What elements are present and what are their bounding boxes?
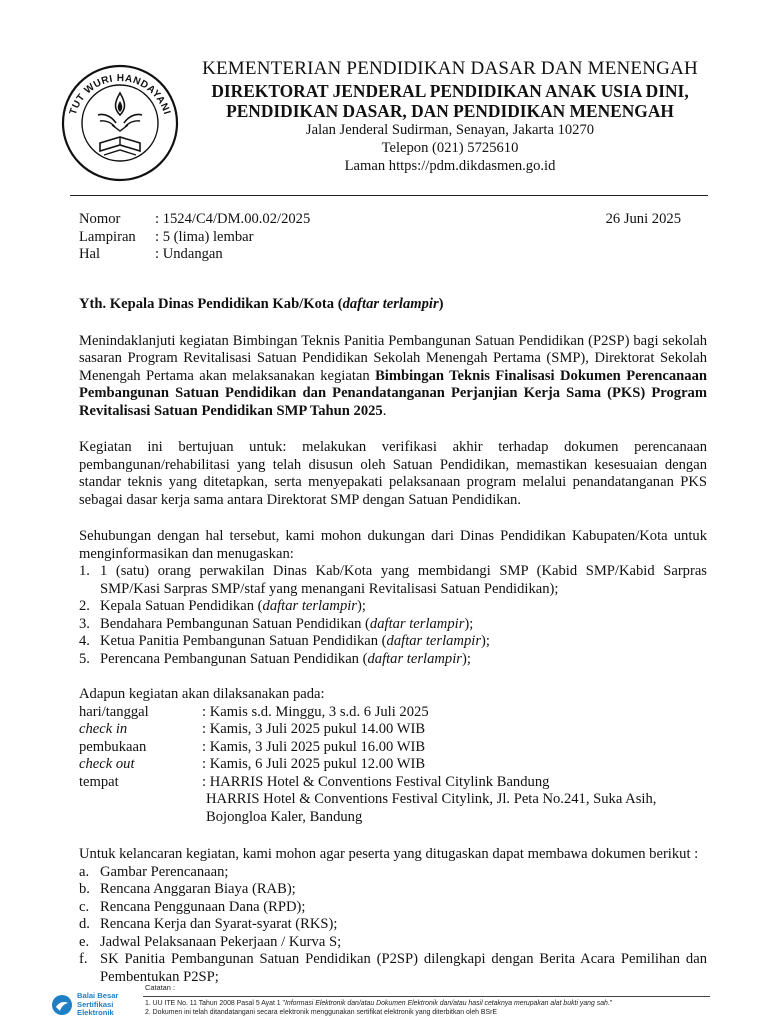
- addressee: [79, 296, 707, 314]
- addressee-text: Yth. Kepala Dinas Pendidikan Kab/Kota (: [79, 296, 343, 312]
- document-item: [79, 864, 707, 882]
- participant-italic: daftar terlampir: [367, 650, 462, 667]
- nomor-value: : 1524/C4/DM.00.02/2025: [155, 211, 311, 227]
- lampiran-label: Lampiran: [79, 228, 136, 245]
- ministry-name: KEMENTERIAN PENDIDIKAN DASAR DAN MENENGAH: [202, 58, 698, 79]
- footer-notes: [145, 999, 720, 1017]
- document-letter: c.: [79, 898, 90, 915]
- paragraph-intro-end: .: [382, 402, 387, 419]
- schedule-place-address: HARRIS Hotel & Conventions Festival Citylink, Jl. Peta No.241, Suka Asih, Bojongloa Kaler, Bandung: [206, 791, 657, 825]
- addressee-close: ): [438, 296, 444, 312]
- participant-text: Ketua Panitia Pembangunan Satuan Pendidikan (: [100, 633, 387, 649]
- paragraph-request: Sehubungan dengan hal tersebut, kami mohon dukungan dari Dinas Pendidikan Kabupaten/Kota untuk menginformasikan dan menugaskan:: [79, 528, 707, 562]
- documents-intro: Untuk kelancaran kegiatan, kami mohon agar peserta yang ditugaskan dapat membawa dokumen berikut :: [79, 846, 699, 862]
- activity-title: Bimbingan Teknis Finalisasi Dokumen Perencanaan Pembangunan Satuan Pendidikan dan Penandatanganan Perjanjian Kerja Sama (PKS) Program Revitalisasi Satuan Pendidikan SMP Tahun 2025: [79, 367, 708, 419]
- participant-item: [79, 633, 707, 651]
- paragraph-intro: [79, 333, 707, 421]
- bsre-line-3: Elektronik: [77, 1008, 114, 1018]
- lampiran-value: : 5 (lima) lembar: [155, 228, 254, 245]
- participant-after: );: [464, 615, 474, 632]
- paragraph-intro-text: Menindaklanjuti kegiatan Bimbingan Teknis Panitia Pembangunan Satuan Pendidikan (P2SP) bagi sekolah sasaran Program Revitalisasi Satuan Pendidikan Sekolah Menengah Pertama (SMP), Direktorat Sekolah Menengah Pertama akan melaksanakan kegiatan: [79, 332, 707, 384]
- participant-after: );: [461, 650, 471, 667]
- note1-suffix: ": [609, 1000, 613, 1007]
- schedule-date-value: : Kamis s.d. Minggu, 3 s.d. 6 Juli 2025: [202, 703, 429, 720]
- participant-italic: daftar terlampir: [262, 598, 357, 614]
- meta-nomor: [79, 211, 689, 229]
- bsre-icon: [50, 993, 74, 1017]
- participants-list: [79, 563, 707, 668]
- footer-note-1: [145, 999, 720, 1008]
- meta-lampiran: [79, 229, 689, 247]
- letter-meta: [79, 211, 689, 264]
- bsre-logo: [50, 987, 140, 1023]
- schedule-row-opening: [79, 739, 696, 757]
- schedule-row-date: [79, 704, 696, 722]
- nomor-label: Nomor: [79, 211, 121, 227]
- participant-item: [79, 563, 707, 598]
- schedule-table: [79, 704, 696, 827]
- document-letter: d.: [79, 916, 90, 932]
- hal-label: Hal: [79, 246, 101, 262]
- schedule-opening-value: : Kamis, 3 Juli 2025 pukul 16.00 WIB: [202, 738, 426, 755]
- document-letter: e.: [79, 933, 90, 950]
- meta-hal: [79, 246, 689, 264]
- schedule-place-label: tempat: [79, 773, 119, 790]
- schedule-opening-label: pembukaan: [79, 738, 147, 755]
- document-item: [79, 881, 707, 899]
- document-item: [79, 951, 707, 986]
- office-address: Jalan Jenderal Sudirman, Senayan, Jakarta 10270: [305, 122, 595, 138]
- participant-text: Kepala Satuan Pendidikan (: [100, 598, 263, 614]
- participant-text: Bendahara Pembangunan Satuan Pendidikan (: [100, 615, 370, 632]
- document-letter: b.: [79, 881, 90, 897]
- documents-list: [79, 864, 707, 987]
- schedule-place-cell: [202, 774, 696, 827]
- participant-item: [79, 598, 707, 616]
- participant-number: 5.: [79, 650, 90, 667]
- schedule-checkin-value: : Kamis, 3 Juli 2025 pukul 14.00 WIB: [202, 721, 426, 737]
- participant-after: );: [356, 598, 366, 614]
- document-text: Rencana Anggaran Biaya (RAB);: [100, 881, 296, 897]
- participant-text: 1 (satu) orang perwakilan Dinas Kab/Kota yang membidangi SMP (Kabid SMP/Kabid Sarpras SMP/Kasi Sarpras SMP/staf yang menangani Revitalisasi Satuan Pendidikan);: [100, 563, 707, 597]
- footer-note-2: 2. Dokumen ini telah ditandatangani secara elektronik menggunakan sertifikat elektronik yang diterbitkan oleh BSrE: [145, 1009, 498, 1016]
- schedule-place-value: : HARRIS Hotel & Conventions Festival Citylink Bandung: [202, 773, 550, 790]
- participant-after: );: [481, 633, 490, 649]
- office-website: Laman https://pdm.dikdasmen.go.id: [344, 158, 556, 174]
- document-item: [79, 899, 707, 917]
- participant-italic: daftar terlampir: [386, 633, 482, 649]
- document-letter: a.: [79, 863, 90, 880]
- participant-number: 1.: [79, 563, 90, 579]
- tut-wuri-handayani-emblem: [60, 63, 180, 183]
- schedule-checkout-value: : Kamis, 6 Juli 2025 pukul 12.00 WIB: [202, 756, 426, 772]
- document-text: Rencana Kerja dan Syarat-syarat (RKS);: [100, 916, 338, 932]
- paragraph-purpose: Kegiatan ini bertujuan untuk: melakukan verifikasi akhir terhadap dokumen perencanaan pembangunan/rehabilitasi yang telah disusun oleh Satuan Pendidikan, memastikan kesesuaian dengan standar teknis yang ditetapkan, serta menyepakati pelaksanaan program melalui penandatanganan PKS sebagai dasar kerja sama antara Direktorat SMP dengan Satuan Pendidikan.: [79, 439, 707, 508]
- letterhead-divider: [70, 195, 708, 196]
- participant-number: 2.: [79, 598, 90, 614]
- office-phone: Telepon (021) 5725610: [381, 140, 519, 156]
- document-text: Jadwal Pelaksanaan Pekerjaan / Kurva S;: [100, 933, 342, 950]
- participant-italic: daftar terlampir: [369, 615, 465, 632]
- bsre-text: [77, 992, 118, 1017]
- participant-number: 4.: [79, 633, 90, 649]
- letter-date: 26 Juni 2025: [605, 211, 681, 227]
- document-text: SK Panitia Pembangunan Satuan Pendidikan (P2SP) dilengkapi dengan Berita Acara Pemilihan dan Pembentukan P2SP;: [100, 951, 707, 985]
- note1-prefix: 1. UU ITE No. 11 Tahun 2008 Pasal 5 Ayat 1 ": [145, 1000, 285, 1007]
- schedule-row-checkout: [79, 756, 696, 774]
- directorate-line-2: PENDIDIKAN DASAR, DAN PENDIDIKAN MENENGAH: [226, 101, 674, 121]
- schedule-checkout-label: check out: [79, 756, 135, 772]
- document-text: Rencana Penggunaan Dana (RPD);: [100, 898, 306, 915]
- letterhead: [190, 58, 710, 175]
- document-letter: f.: [79, 951, 88, 967]
- note1-italic: Informasi Elektronik dan/atau Dokumen Elektronik dan/atau hasil cetaknya merupakan alat bukti yang sah.: [284, 1000, 610, 1007]
- schedule-row-checkin: [79, 721, 696, 739]
- document-item: [79, 934, 707, 952]
- letter-body: [79, 296, 707, 986]
- hal-value: : Undangan: [155, 246, 223, 262]
- schedule-date-label: hari/tanggal: [79, 703, 149, 720]
- emblem-text: TUT WURI HANDAYANI: [67, 72, 173, 117]
- participant-text: Perencana Pembangunan Satuan Pendidikan (: [100, 650, 368, 667]
- directorate-line-1: DIREKTORAT JENDERAL PENDIDIKAN ANAK USIA DINI,: [211, 81, 689, 101]
- document-item: [79, 916, 707, 934]
- participant-item: [79, 651, 707, 669]
- participant-number: 3.: [79, 615, 90, 632]
- schedule-checkin-label: check in: [79, 721, 128, 737]
- bsre-line-1: Balai Besar: [77, 991, 119, 1001]
- schedule-intro: Adapun kegiatan akan dilaksanakan pada:: [79, 686, 325, 702]
- schedule-row-place: [79, 774, 696, 827]
- footer-divider: [143, 996, 710, 997]
- bsre-line-2: Sertifikasi: [77, 999, 114, 1009]
- footer-catatan: Catatan :: [145, 983, 175, 992]
- document-text: Gambar Perencanaan;: [100, 863, 229, 880]
- participant-item: [79, 616, 707, 634]
- addressee-italic: daftar terlampir: [342, 296, 439, 312]
